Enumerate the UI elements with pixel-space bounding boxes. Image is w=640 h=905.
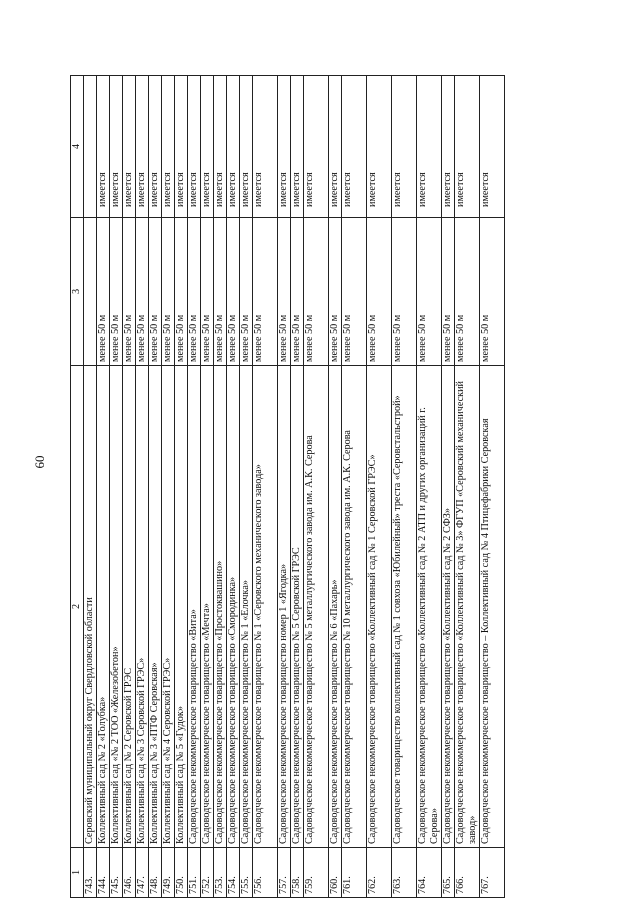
row-name: Коллективный сад № 2 «Голубка»: [97, 366, 110, 848]
row-status: имеется: [149, 76, 162, 218]
row-name: Коллективный сад «№ 2 ТОО «Железобетон»: [110, 366, 123, 848]
row-distance: менее 50 м: [227, 218, 240, 366]
row-distance: менее 50 м: [97, 218, 110, 366]
row-name: Садоводческое некоммерческое товарищество «Простоквашино»: [214, 366, 227, 848]
row-status: имеется: [201, 76, 214, 218]
table-body: [84, 76, 505, 898]
table-row: [480, 76, 505, 898]
row-status: [84, 76, 97, 218]
row-status: имеется: [455, 76, 480, 218]
table-row: [97, 76, 110, 898]
table-row: [214, 76, 227, 898]
row-status: имеется: [367, 76, 392, 218]
row-name: Садоводческое некоммерческое товарищество «Вита»: [188, 366, 201, 848]
row-distance: менее 50 м: [392, 218, 417, 366]
table-row: [291, 76, 304, 898]
row-status: имеется: [480, 76, 505, 218]
data-table: [70, 75, 505, 898]
row-status: имеется: [110, 76, 123, 218]
table-row: [367, 76, 392, 898]
row-number: 754.: [227, 848, 240, 898]
page-number: 60: [32, 455, 47, 469]
row-distance: менее 50 м: [455, 218, 480, 366]
row-distance: менее 50 м: [188, 218, 201, 366]
row-distance: менее 50 м: [442, 218, 455, 366]
row-name: Коллективный сад «№ 4 Серовской ГРЭС»: [162, 366, 175, 848]
row-distance: менее 50 м: [291, 218, 304, 366]
row-distance: менее 50 м: [201, 218, 214, 366]
row-number: 747.: [136, 848, 149, 898]
table-row: [136, 76, 149, 898]
row-number: 766.: [455, 848, 480, 898]
row-name: Коллективный сад № 2 Серовской ГРЭС: [123, 366, 136, 848]
row-name: Садоводческое некоммерческое товарищество № 1 «Елочка»: [240, 366, 253, 848]
row-name: Садоводческое некоммерческое товарищество «Коллективный сад № 3» ФГУП «Серовский механический завод»: [455, 366, 480, 848]
row-name: Садоводческое некоммерческое товарищество «Коллективный сад № 2 СФЗ»: [442, 366, 455, 848]
row-number: 764.: [417, 848, 442, 898]
row-name: Садоводческое некоммерческое товарищество «Коллективный сад № 1 Серовской ГРЭС»: [367, 366, 392, 848]
row-number: 756.: [253, 848, 278, 898]
row-number: 753.: [214, 848, 227, 898]
row-number: 743.: [84, 848, 97, 898]
row-status: имеется: [442, 76, 455, 218]
row-number: 755.: [240, 848, 253, 898]
row-distance: [84, 218, 97, 366]
row-distance: менее 50 м: [480, 218, 505, 366]
row-distance: менее 50 м: [240, 218, 253, 366]
table-row: [84, 76, 97, 898]
row-name: Садоводческое некоммерческое товарищество № 6 «Пахарь»: [329, 366, 342, 848]
row-status: имеется: [329, 76, 342, 218]
table-row: [188, 76, 201, 898]
row-status: имеется: [175, 76, 188, 218]
table-row: [240, 76, 253, 898]
row-status: имеется: [342, 76, 367, 218]
row-status: имеется: [162, 76, 175, 218]
table-row: [175, 76, 188, 898]
row-distance: менее 50 м: [136, 218, 149, 366]
table-row: [455, 76, 480, 898]
row-number: 751.: [188, 848, 201, 898]
table-row: [253, 76, 278, 898]
row-distance: менее 50 м: [175, 218, 188, 366]
header-col-2: 2: [71, 366, 84, 848]
row-number: 745.: [110, 848, 123, 898]
row-number: 761.: [342, 848, 367, 898]
header-col-3: 3: [71, 218, 84, 366]
row-status: имеется: [123, 76, 136, 218]
row-distance: менее 50 м: [123, 218, 136, 366]
table-row: [201, 76, 214, 898]
row-status: имеется: [253, 76, 278, 218]
row-name: Коллективный сад № 5 «Гудок»: [175, 366, 188, 848]
table-row: [442, 76, 455, 898]
row-status: имеется: [214, 76, 227, 218]
row-distance: менее 50 м: [253, 218, 278, 366]
row-status: имеется: [291, 76, 304, 218]
row-status: имеется: [136, 76, 149, 218]
row-name: Садоводческое некоммерческое товарищество № 5 металлургического завода им. А.К. Серова: [304, 366, 329, 848]
table-row: [278, 76, 291, 898]
row-distance: менее 50 м: [367, 218, 392, 366]
row-number: 749.: [162, 848, 175, 898]
row-number: 763.: [392, 848, 417, 898]
row-number: 744.: [97, 848, 110, 898]
row-distance: менее 50 м: [149, 218, 162, 366]
row-number: 750.: [175, 848, 188, 898]
row-name: Садоводческое некоммерческое товарищество – Коллективный сад № 4 Птицефабрики Серовская: [480, 366, 505, 848]
row-status: имеется: [227, 76, 240, 218]
table-row: [149, 76, 162, 898]
row-distance: менее 50 м: [278, 218, 291, 366]
row-status: имеется: [240, 76, 253, 218]
header-row: [71, 76, 84, 898]
row-name: Коллективный сад № 3 «ПТФ Серовская»: [149, 366, 162, 848]
table-row: [417, 76, 442, 898]
row-name: Садоводческое некоммерческое товарищество № 10 металлургического завода им. А.К. Серова: [342, 366, 367, 848]
row-number: 765.: [442, 848, 455, 898]
table-row: [304, 76, 329, 898]
row-number: 746.: [123, 848, 136, 898]
row-status: имеется: [392, 76, 417, 218]
row-number: 758.: [291, 848, 304, 898]
row-number: 767.: [480, 848, 505, 898]
row-name: Садоводческое некоммерческое товарищество № 5 Серовской ГРЭС: [291, 366, 304, 848]
row-number: 759.: [304, 848, 329, 898]
row-distance: менее 50 м: [162, 218, 175, 366]
row-name: Садоводческое некоммерческое товарищество «Мечта»: [201, 366, 214, 848]
row-number: 752.: [201, 848, 214, 898]
row-status: имеется: [304, 76, 329, 218]
row-distance: менее 50 м: [329, 218, 342, 366]
row-number: 760.: [329, 848, 342, 898]
row-name: Садоводческое некоммерческое товарищество номер 1 «Ягодка»: [278, 366, 291, 848]
table-row: [162, 76, 175, 898]
row-status: имеется: [188, 76, 201, 218]
row-name: Садоводческое товарищество коллективный сад № 1 совхоза «Юбилейный» треста «Серовстальстрой»: [392, 366, 417, 848]
table-row: [110, 76, 123, 898]
rotated-table-container: [70, 76, 610, 898]
table-row: [392, 76, 417, 898]
row-name: Серовский муниципальный округ Свердловской области: [84, 366, 97, 848]
table-row: [123, 76, 136, 898]
row-distance: менее 50 м: [110, 218, 123, 366]
table-row: [227, 76, 240, 898]
row-name: Садоводческое некоммерческое товарищество «Смородинка»: [227, 366, 240, 848]
row-distance: менее 50 м: [214, 218, 227, 366]
row-name: Садоводческое некоммерческое товарищество № 1 «Серовского механического завода»: [253, 366, 278, 848]
row-distance: менее 50 м: [342, 218, 367, 366]
row-status: имеется: [417, 76, 442, 218]
table-row: [329, 76, 342, 898]
row-number: 757.: [278, 848, 291, 898]
row-name: Коллективный сад «№ 3 Серовской ГРЭС»: [136, 366, 149, 848]
row-distance: менее 50 м: [304, 218, 329, 366]
row-number: 762.: [367, 848, 392, 898]
row-name: Садоводческое некоммерческое товарищество «Коллективный сад № 2 АТП и других организаций г. Серова»: [417, 366, 442, 848]
row-status: имеется: [278, 76, 291, 218]
row-status: имеется: [97, 76, 110, 218]
header-col-4: 4: [71, 76, 84, 218]
row-number: 748.: [149, 848, 162, 898]
header-col-1: 1: [71, 848, 84, 898]
table-row: [342, 76, 367, 898]
row-distance: менее 50 м: [417, 218, 442, 366]
